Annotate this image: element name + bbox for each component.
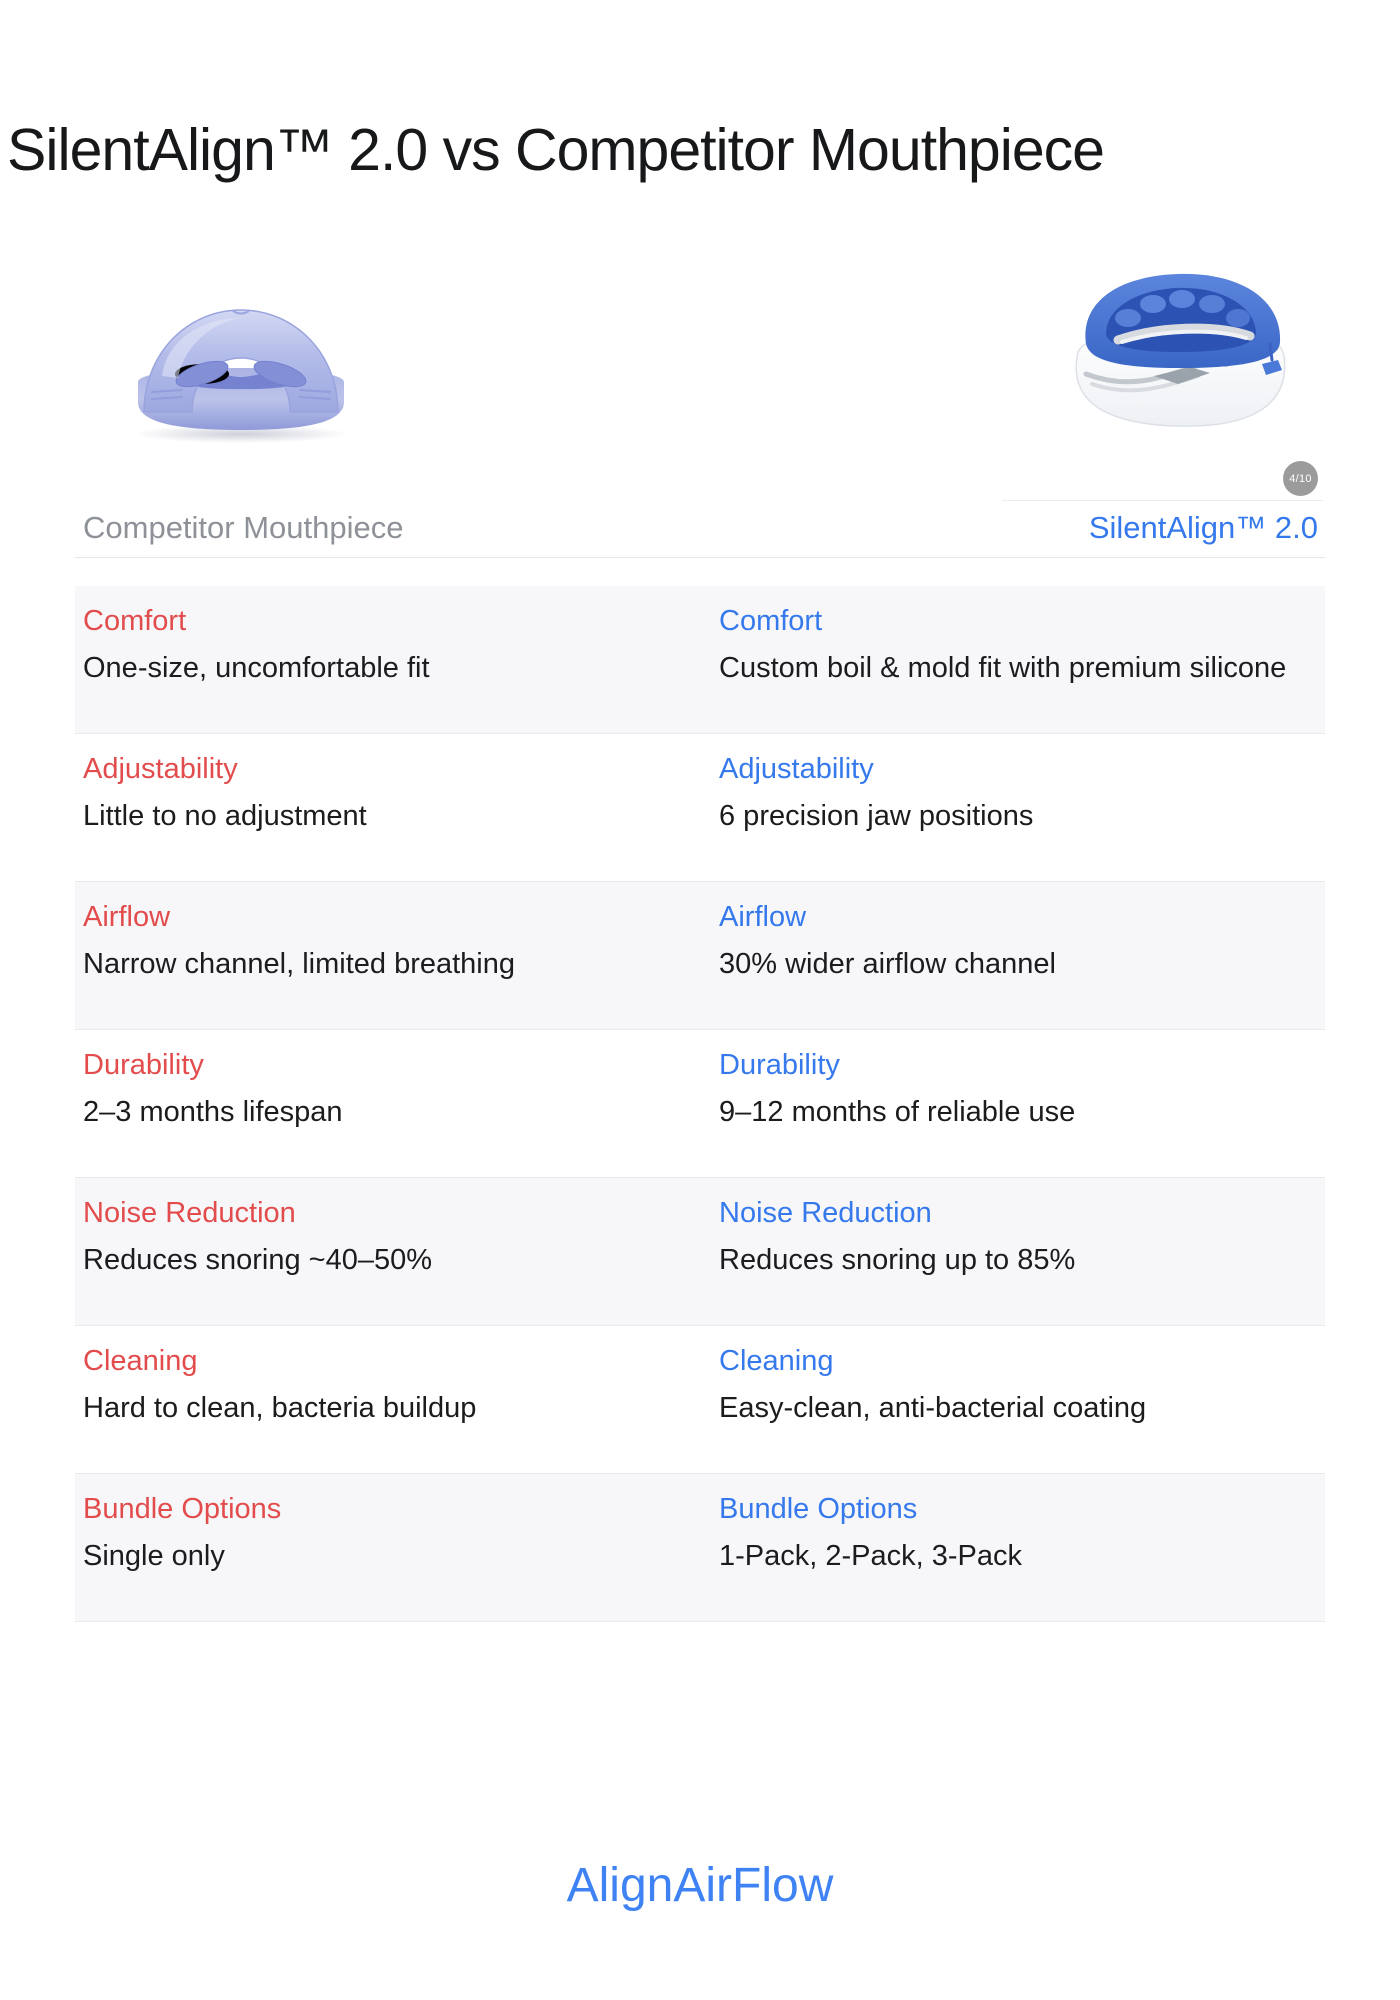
feature-heading-competitor: Durability	[83, 1049, 204, 1081]
feature-desc-silentalign: 9–12 months of reliable use	[719, 1096, 1076, 1129]
feature-desc-silentalign: Custom boil & mold fit with premium silicone	[719, 652, 1287, 685]
feature-desc-silentalign: 1-Pack, 2-Pack, 3-Pack	[719, 1540, 1022, 1573]
silentalign-mouthpiece-image[interactable]	[1056, 252, 1300, 438]
feature-desc-competitor: Little to no adjustment	[83, 800, 367, 833]
comparison-row-cleaning	[75, 1326, 1325, 1474]
comparison-table	[75, 586, 1325, 1622]
comparison-row-durability	[75, 1030, 1325, 1178]
competitor-mouthpiece-image	[122, 266, 360, 444]
page-title: SilentAlign™ 2.0 vs Competitor Mouthpiece	[7, 116, 1104, 183]
feature-heading-competitor: Noise Reduction	[83, 1197, 296, 1229]
column-headers	[75, 510, 1325, 546]
feature-desc-competitor: Single only	[83, 1540, 225, 1573]
feature-heading-competitor: Bundle Options	[83, 1493, 282, 1525]
right-gallery-divider	[1002, 500, 1323, 501]
comparison-row-adjustability	[75, 734, 1325, 882]
feature-heading-silentalign: Bundle Options	[719, 1493, 918, 1525]
feature-heading-silentalign: Airflow	[719, 901, 807, 933]
comparison-row-airflow	[75, 882, 1325, 1030]
feature-desc-silentalign: 30% wider airflow channel	[719, 948, 1056, 981]
comparison-row-noise-reduction	[75, 1178, 1325, 1326]
feature-desc-competitor: Hard to clean, bacteria buildup	[83, 1392, 477, 1425]
feature-heading-silentalign: Cleaning	[719, 1345, 834, 1377]
image-gallery-counter-badge: 4/10	[1283, 461, 1318, 496]
silentalign-column-header: SilentAlign™ 2.0	[1088, 510, 1318, 545]
feature-desc-silentalign: Reduces snoring up to 85%	[719, 1244, 1076, 1277]
feature-desc-competitor: One-size, uncomfortable fit	[83, 652, 430, 685]
comparison-row-bundle-options	[75, 1474, 1325, 1622]
feature-desc-competitor: 2–3 months lifespan	[83, 1096, 343, 1129]
feature-heading-competitor: Comfort	[83, 605, 187, 637]
header-divider	[75, 557, 1325, 558]
brand-logo-text: AlignAirFlow	[566, 1859, 834, 1912]
feature-heading-competitor: Cleaning	[83, 1345, 198, 1377]
feature-heading-silentalign: Noise Reduction	[719, 1197, 932, 1229]
feature-heading-silentalign: Durability	[719, 1049, 840, 1081]
feature-desc-competitor: Narrow channel, limited breathing	[83, 948, 515, 981]
feature-heading-silentalign: Adjustability	[719, 753, 874, 785]
feature-heading-competitor: Airflow	[83, 901, 171, 933]
comparison-row-comfort	[75, 586, 1325, 734]
competitor-column-header: Competitor Mouthpiece	[83, 510, 404, 545]
feature-heading-competitor: Adjustability	[83, 753, 238, 785]
feature-desc-silentalign: 6 precision jaw positions	[719, 800, 1034, 833]
feature-desc-silentalign: Easy-clean, anti-bacterial coating	[719, 1392, 1147, 1425]
feature-desc-competitor: Reduces snoring ~40–50%	[83, 1244, 433, 1277]
feature-heading-silentalign: Comfort	[719, 605, 823, 637]
